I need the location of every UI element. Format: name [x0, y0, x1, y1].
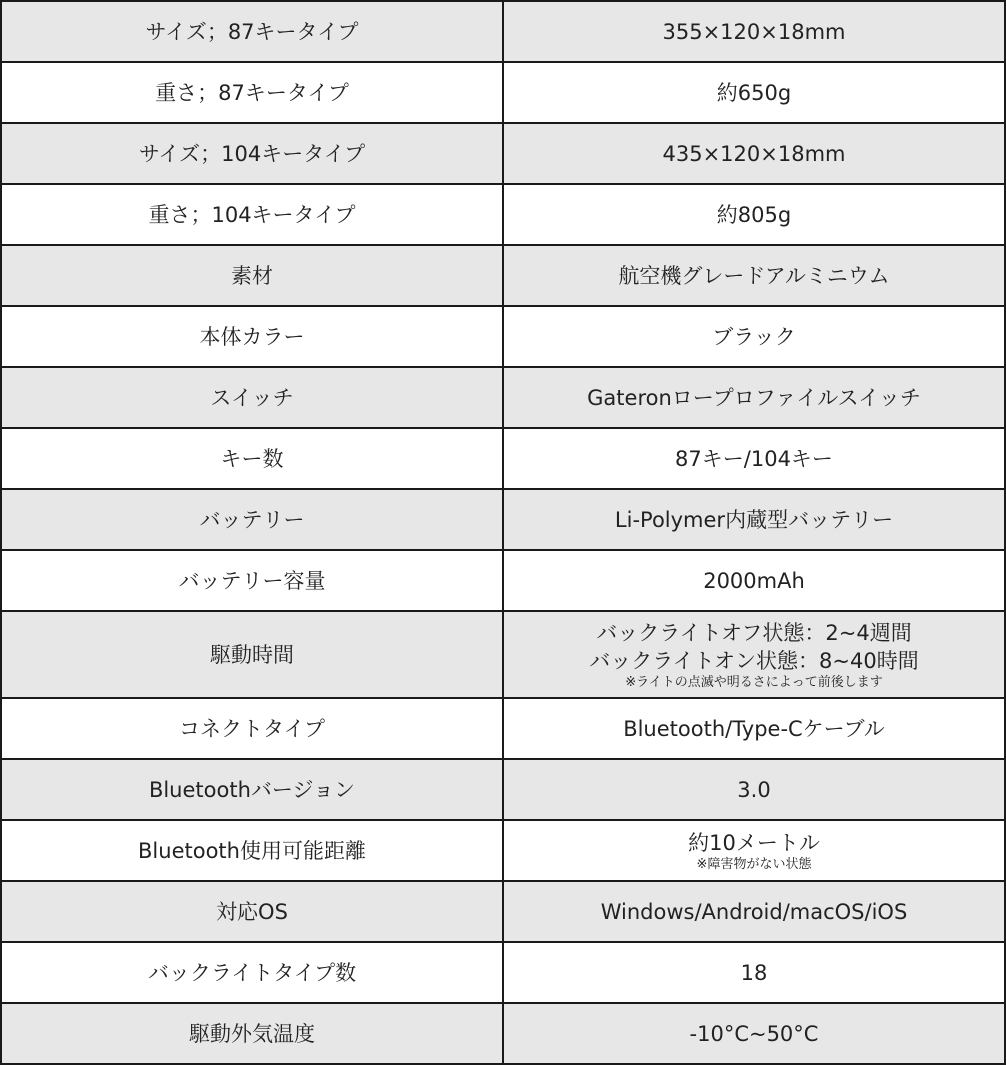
spec-value: Li-Polymer内蔵型バッテリー	[503, 489, 1005, 550]
spec-label: バッテリー容量	[1, 550, 503, 611]
spec-value	[503, 611, 1005, 698]
spec-label: Bluetooth使用可能距離	[1, 820, 503, 881]
spec-value: 18	[503, 942, 1005, 1003]
table-row	[1, 759, 1005, 820]
spec-note: ※障害物がない状態	[696, 856, 812, 872]
spec-value: Bluetooth/Type-Cケーブル	[503, 698, 1005, 759]
spec-value: 2000mAh	[503, 550, 1005, 611]
table-row	[1, 1, 1005, 62]
spec-label: バックライトタイプ数	[1, 942, 503, 1003]
spec-value: 約805g	[503, 184, 1005, 245]
table-row	[1, 428, 1005, 489]
spec-label: バッテリー	[1, 489, 503, 550]
spec-value-line: 約10メートル	[688, 830, 820, 855]
spec-value: 航空機グレードアルミニウム	[503, 245, 1005, 306]
table-row	[1, 123, 1005, 184]
table-row	[1, 245, 1005, 306]
spec-value: Windows/Android/macOS/iOS	[503, 881, 1005, 942]
spec-label: 本体カラー	[1, 306, 503, 367]
spec-value: Gateronロープロファイルスイッチ	[503, 367, 1005, 428]
table-row	[1, 367, 1005, 428]
spec-label: 対応OS	[1, 881, 503, 942]
table-row	[1, 942, 1005, 1003]
spec-label: 素材	[1, 245, 503, 306]
table-row	[1, 698, 1005, 759]
spec-label: コネクトタイプ	[1, 698, 503, 759]
table-row	[1, 611, 1005, 698]
spec-value: 約650g	[503, 62, 1005, 123]
table-row	[1, 306, 1005, 367]
spec-label: 駆動外気温度	[1, 1003, 503, 1064]
spec-label: サイズ；104キータイプ	[1, 123, 503, 184]
table-row	[1, 489, 1005, 550]
table-row	[1, 550, 1005, 611]
spec-label: サイズ；87キータイプ	[1, 1, 503, 62]
spec-label: 重さ；87キータイプ	[1, 62, 503, 123]
spec-value: ブラック	[503, 306, 1005, 367]
spec-label: スイッチ	[1, 367, 503, 428]
spec-value: 87キー/104キー	[503, 428, 1005, 489]
spec-note: ※ライトの点滅や明るさによって前後します	[625, 674, 883, 690]
spec-value-line: バックライトオン状態：8~40時間	[589, 648, 919, 673]
spec-label: 重さ；104キータイプ	[1, 184, 503, 245]
table-row	[1, 62, 1005, 123]
table-row	[1, 820, 1005, 881]
spec-value: 355×120×18mm	[503, 1, 1005, 62]
spec-value	[503, 820, 1005, 881]
spec-value: 3.0	[503, 759, 1005, 820]
spec-label: Bluetoothバージョン	[1, 759, 503, 820]
spec-value-line: バックライトオフ状態：2~4週間	[596, 620, 912, 645]
table-row	[1, 881, 1005, 942]
spec-label: 駆動時間	[1, 611, 503, 698]
table-row	[1, 1003, 1005, 1064]
spec-value: 435×120×18mm	[503, 123, 1005, 184]
table-row	[1, 184, 1005, 245]
spec-label: キー数	[1, 428, 503, 489]
spec-value: -10°C~50°C	[503, 1003, 1005, 1064]
